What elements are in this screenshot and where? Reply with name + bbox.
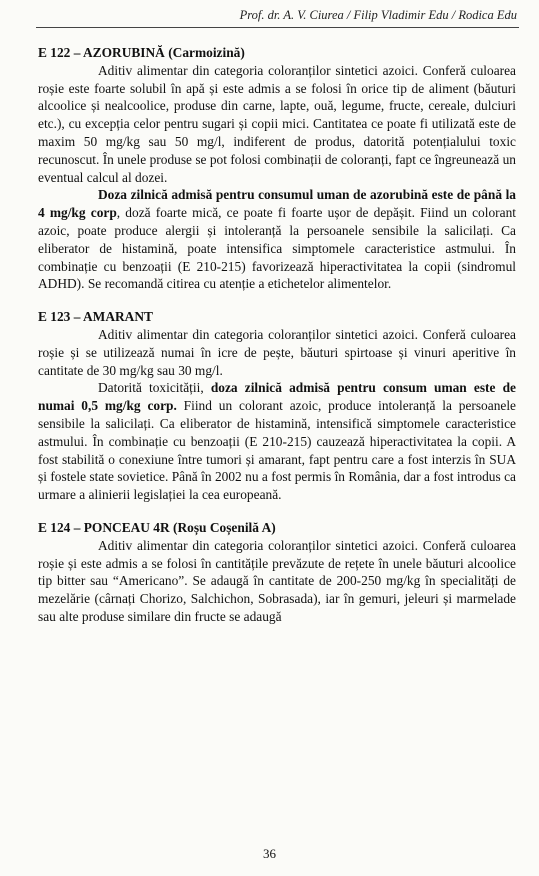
paragraph: Aditiv alimentar din categoria coloranților sintetici azoici. Conferă culoarea roșie și este admis a se folosi în cantitățile prevăzute de rețete în unele băuturi alcoolice tip bitter sau “Americano”. Se adaugă în cantitate de 200-250 mg/kg în specialități de mezelărie (cârnați Chorizo, Salchichon, Sobrasada), iar în gemuri, jeleuri și marmelade sau alte produse similare din fructe se adaugă (38, 537, 516, 624)
paragraph: Aditiv alimentar din categoria coloranților sintetici azoici. Conferă culoarea roșie și se utilizează numai în icre de pește, băuturi spirtoase și vinuri aperitive în cantitate de 30 mg/kg sau 30 mg/l. (38, 326, 516, 378)
section-e122 (38, 44, 516, 293)
paragraph: Aditiv alimentar din categoria coloranților sintetici azoici. Conferă culoarea roșie este foarte solubil în apă și este admis a se folosi în orice tip de aliment (băuturi alcoolice și nealcoolice, produse din carne, lapte, ouă, legume, fructe, cereale, dulciuri etc.), cu excepția celor pentru sugari și copii mici. Cantitatea ce poate fi utilizată este de maxim 50 mg/kg sau 50 mg/l, indiferent de produs, datorită potențialului toxic recunoscut. În unele produse se pot folosi combinații de coloranți, fapt ce îngreunează un eventual calcul al dozei. (38, 62, 516, 185)
body-text: Datorită toxicității, (98, 380, 211, 396)
body-text: Fiind un colorant azoic, produce intoleranță la persoanele sensibile la salicilați. Ca eliberator de histamină, intensifică simptomele caracteristice astmului. În combinație cu benzoații (E 210-215) cauzează hiperactivitatea la copii. A fost stabilită o conexiune între tumori și amarant, fapt pentru care a fost interzis în SUA și fostele state sovietice. Până în 2002 nu a fost permis în România, dar a fost introdus ca urmare a alinierii legislației la cea europeană. (38, 398, 516, 503)
section-gap (38, 293, 516, 308)
header-rule (36, 27, 519, 28)
section-heading: E 124 – PONCEAU 4R (Roșu Coșenilă A) (38, 519, 276, 535)
page-number: 36 (263, 846, 276, 861)
page-content (38, 44, 516, 626)
section-heading: E 122 – AZORUBINĂ (Carmoizină) (38, 45, 245, 60)
running-header: Prof. dr. A. V. Ciurea / Filip Vladimir Edu / Rodica Edu (239, 8, 517, 22)
bold-text: doza zilnică admisă pentru consum uman este de numai 0,5 mg/kg corp. (38, 380, 516, 414)
body-text: , doză foarte mică, ce poate fi foarte ușor de depășit. Fiind un colorant azoic, poate produce alergii și intoleranță la persoanele sensibile la salicilați. Ca eliberator de histamină, poate intensifica simptomele caracteristice astmului. În combinație cu benzoații (E 210-215) favorizează hiperactivitatea la copii (sindromul ADHD). Se recomandă citirea cu atenție a etichetelor alimentelor. (38, 205, 516, 292)
section-gap (38, 504, 516, 519)
section-e124 (38, 519, 516, 626)
paragraph (38, 186, 516, 293)
section-e123 (38, 308, 516, 504)
paragraph (38, 379, 516, 504)
section-heading: E 123 – AMARANT (38, 309, 153, 325)
bold-text: Doza zilnică admisă pentru consumul uman de azorubină este de până la 4 mg/kg corp (38, 187, 516, 221)
